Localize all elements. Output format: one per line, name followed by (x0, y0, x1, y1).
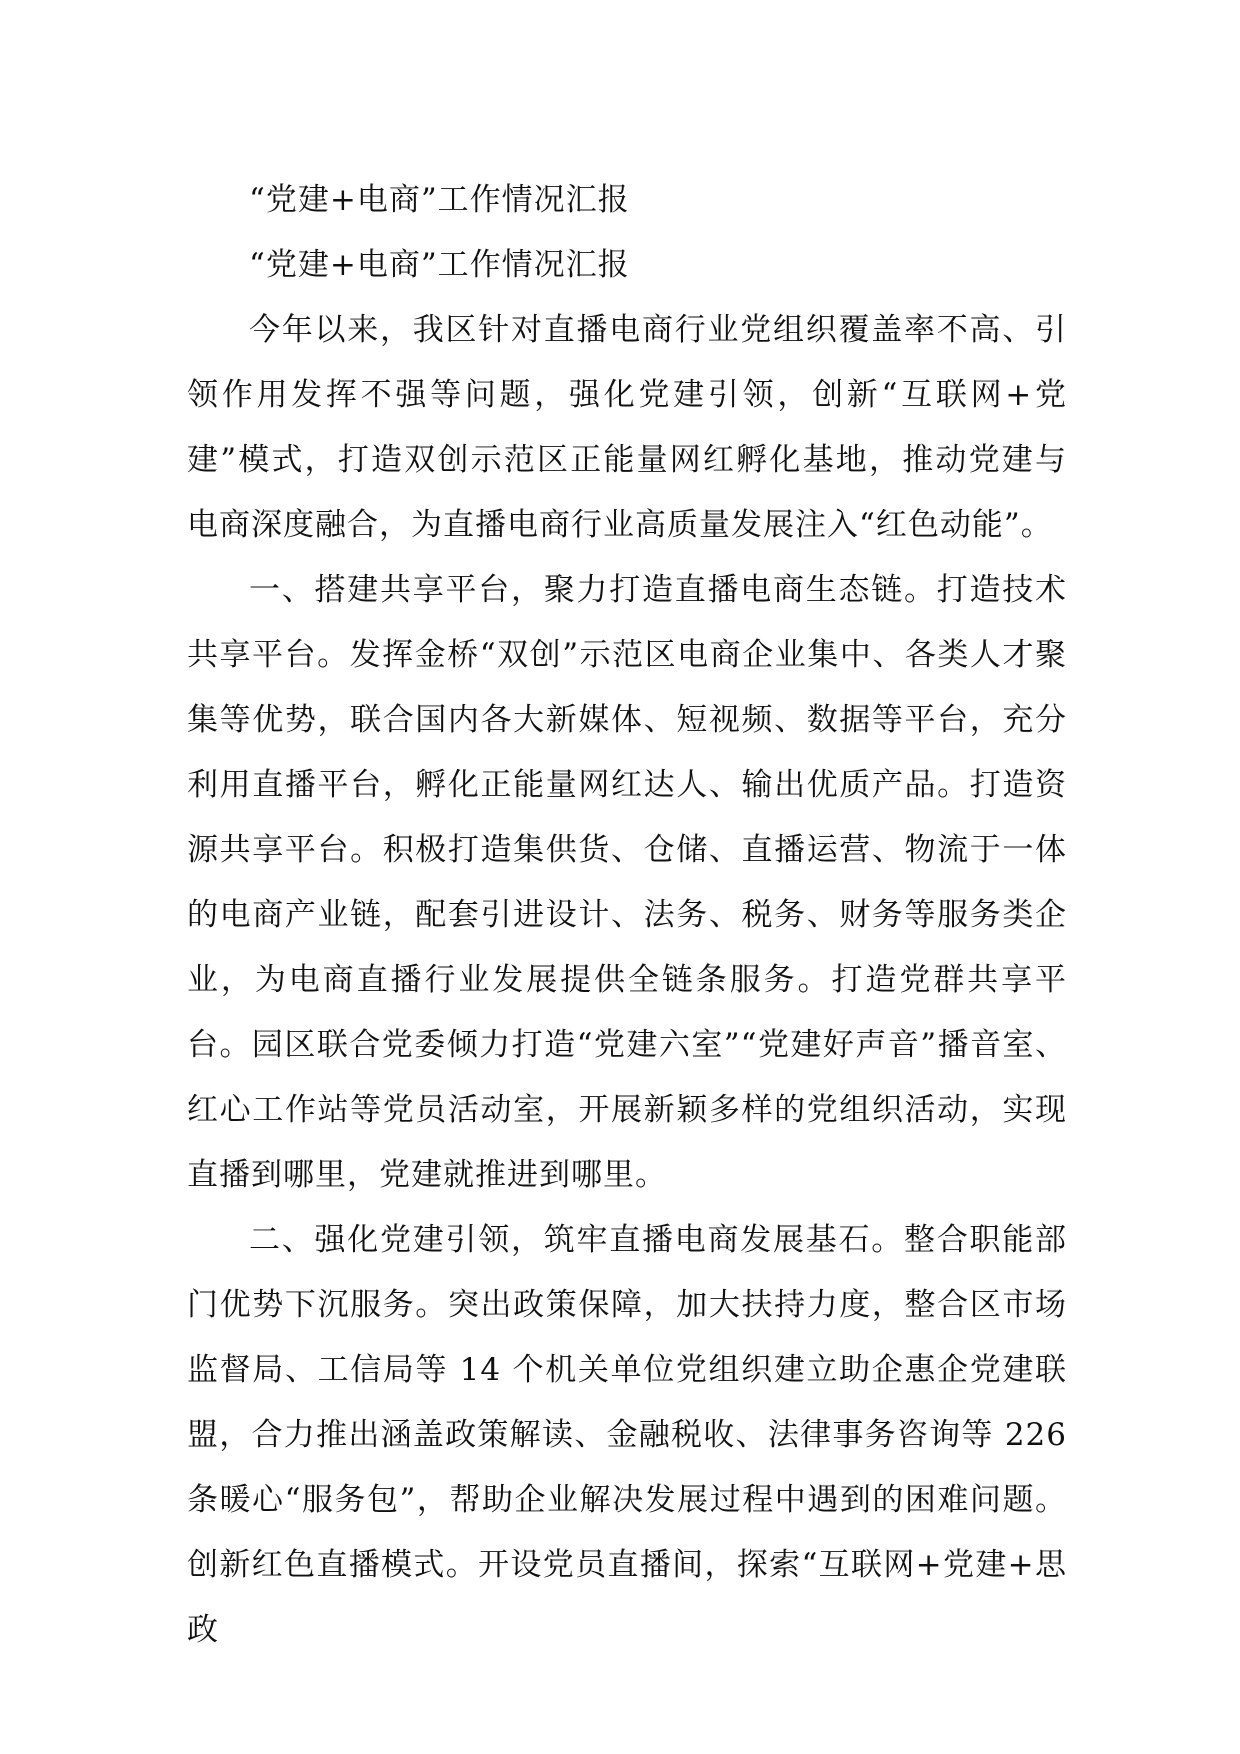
paragraph-intro: 今年以来，我区针对直播电商行业党组织覆盖率不高、引领作用发挥不强等问题，强化党建引领，创新“互联网+党建”模式，打造双创示范区正能量网红孵化基地，推动党建与电商深度融合，为直播电商行业高质量发展注入“红色动能”。 (187, 312, 1067, 543)
paragraph-section-1: 一、搭建共享平台，聚力打造直播电商生态链。打造技术共享平台。发挥金桥“双创”示范区电商企业集中、各类人才聚集等优势，联合国内各大新媒体、短视频、数据等平台，充分利用直播平台，孵化正能量网红达人、输出优质产品。打造资源共享平台。积极打造集供货、仓储、直播运营、物流于一体的电商产业链，配套引进设计、法务、税务、财务等服务类企业，为电商直播行业发展提供全链条服务。打造党群共享平台。园区联合党委倾力打造“党建六室”“党建好声音”播音室、红心工作站等党员活动室，开展新颖多样的党组织活动，实现直播到哪里，党建就推进到哪里。 (187, 572, 1067, 1193)
document-title: “党建+电商”工作情况汇报 (249, 182, 630, 218)
document-title-repeat: “党建+电商”工作情况汇报 (249, 247, 630, 283)
document-body (187, 168, 1067, 1663)
paragraph-section-2: 二、强化党建引领，筑牢直播电商发展基石。整合职能部门优势下沉服务。突出政策保障，加大扶持力度，整合区市场监督局、工信局等 14 个机关单位党组织建立助企惠企党建联盟，合力推出涵盖政策解读、金融税收、法律事务咨询等 226 条暖心“服务包”，帮助企业解决发展过程中遇到的困难问题。创新红色直播模式。开设党员直播间，探索“互联网+党建+思政 (187, 1222, 1067, 1648)
